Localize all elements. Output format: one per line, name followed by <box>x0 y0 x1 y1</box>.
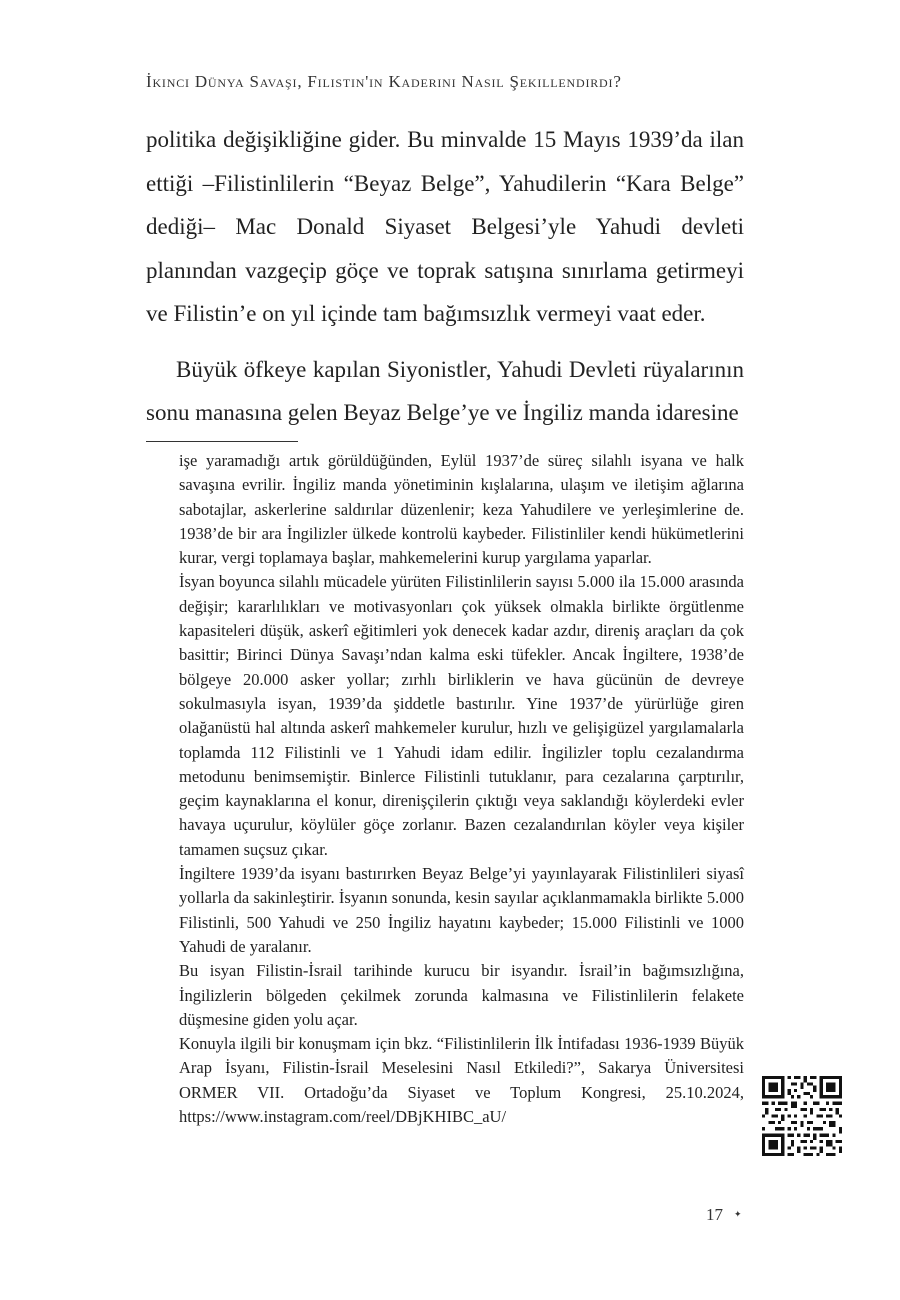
footnotes-block <box>179 449 744 1129</box>
page-number: 17 <box>706 1205 723 1224</box>
footnote-separator-rule <box>146 441 298 442</box>
footnote-paragraph-2: İsyan boyunca silahlı mücadele yürüten Filistinlilerin sayısı 5.000 ila 15.000 arasında değişir; kararlılıkları ve motivasyonları çok yüksek olmakla birlikte örgütlenme kapasiteleri düşük, askerî eğitimleri yok denecek kadar azdır, direniş araçları da çok basittir; Birinci Dünya Savaşı’ndan kalma eski tüfekler. Ancak İngiltere, 1938’de bölgeye 20.000 asker yollar; zırhlı birliklerin ve hava gücünün de devreye sokulmasıyla isyan, 1939’da şiddetle bastırılır. Yine 1937’de yürürlüğe giren olağanüstü hal altında askerî mahkemeler kurulur, hızlı ve gelişigüzel yargılamalarla toplamda 112 Filistinli ve 1 Yahudi idam edilir. İngilizler toplu cezalandırma metodunu benimsemiştir. Binlerce Filistinli tutuklanır, para cezalarına çarptırılır, geçim kaynaklarına el konur, direnişçilerin çıktığı veya saklandığı köylerdeki evler havaya uçurulur, köylüler göçe zorlanır. Bazen cezalandırılan köyler veya kişiler tamamen suçsuz çıkar. <box>179 572 744 859</box>
main-body-text <box>146 118 744 435</box>
body-paragraph-2: Büyük öfkeye kapılan Siyonistler, Yahudi Devleti rüyalarının sonu manasına gelen Beyaz Belge’ye ve İngiliz manda idaresine <box>146 356 744 425</box>
footnote-paragraph-4: Bu isyan Filistin-İsrail tarihinde kurucu bir isyandır. İsrail’in bağımsızlığına, İngilizlerin bölgeden çekilmek zorunda kalmasına ve Filistinlilerin felakete düşmesine giden yolu açar. <box>179 961 744 1029</box>
qr-code-icon[interactable] <box>762 1076 842 1156</box>
running-header: İkinci Dünya Savaşı, Filistin'in Kaderini Nasıl Şekillendirdi? <box>146 72 622 91</box>
body-paragraph-1: politika değişikliğine gider. Bu minvalde 15 Mayıs 1939’da ilan ettiği –Filistinlilerin “Beyaz Belge”, Yahudilerin “Kara Belge” dediği– Mac Donald Siyaset Belgesi’yle Yahudi devleti planından vazgeçip göçe ve toprak satışına sınırlama getirmeyi ve Filistin’e on yıl içinde tam bağımsızlık vermeyi vaat eder. <box>146 127 744 326</box>
footnote-paragraph-5: Konuyla ilgili bir konuşmam için bkz. “Filistinlilerin İlk İntifadası 1936-1939 Büyük Arap İsyanı, Filistin-İsrail Meselesini Nasıl Etkiledi?”, Sakarya Üniversitesi ORMER VII. Ortadoğu’da Siyaset ve Toplum Kongresi, 25.10.2024, https://www.instagram.com/reel/DBjKHIBC_aU/ <box>179 1034 744 1127</box>
footnote-paragraph-3: İngiltere 1939’da isyanı bastırırken Beyaz Belge’yi yayınlayarak Filistinlileri siyasî yollarla da sakinleştirir. İsyanın sonunda, kesin sayılar açıklanmamakla birlikte 5.000 Filistinli, 500 Yahudi ve 250 İngiliz hayatını kaybeder; 15.000 Filistinli ve 1000 Yahudi de yaralanır. <box>179 864 744 956</box>
page-ornament-icon: ✦ <box>734 1210 742 1220</box>
footnote-paragraph-1: işe yaramadığı artık görüldüğünden, Eylül 1937’de süreç silahlı isyana ve halk savaşına evrilir. İngiliz manda yönetiminin kışlalarına, ulaşım ve iletişim ağlarına sabotajlar, askerlerine saldırılar düzenlenir; keza Yahudilere ve yerleşimlerine de. 1938’de bir ara İngilizler ülkede kontrolü kaybeder. Filistinliler kendi hükümetlerini kurar, vergi toplamaya başlar, mahkemelerini kurup yargılama yaparlar. <box>179 451 744 568</box>
